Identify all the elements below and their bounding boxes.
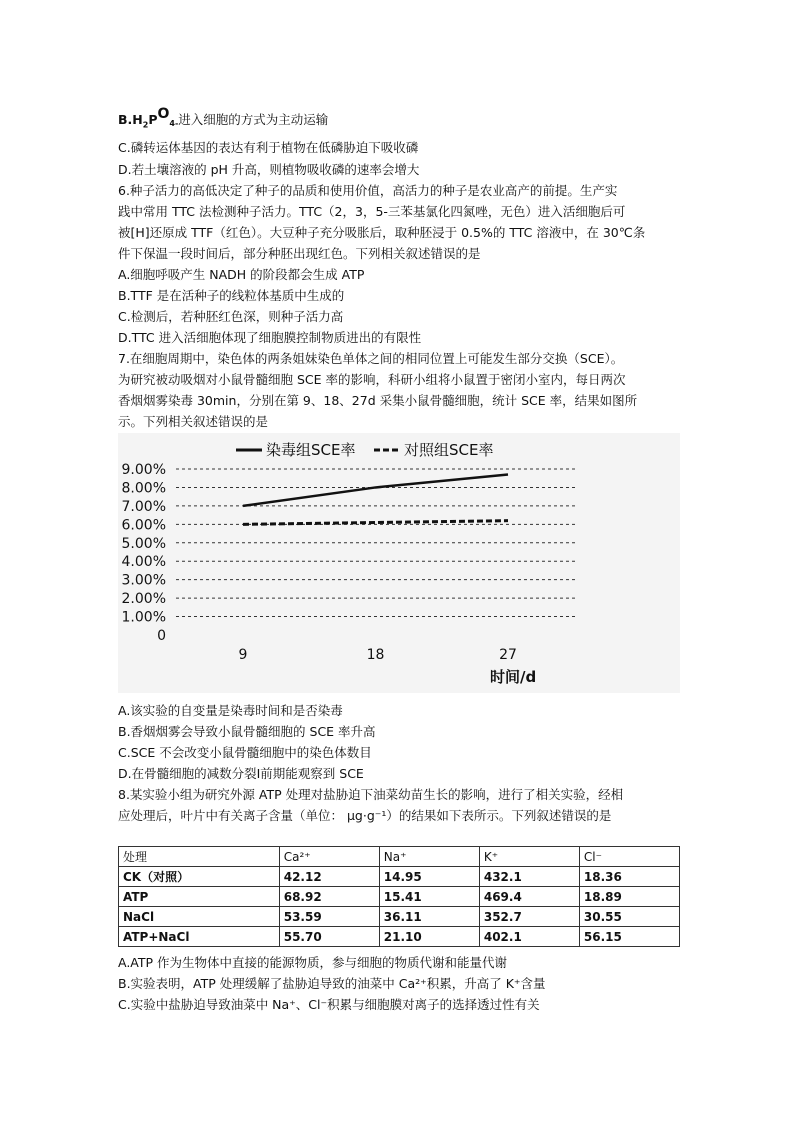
exposure-series-line xyxy=(243,475,508,506)
q7-stem-line: 7.在细胞周期中，染色体的两条姐妹染色单体之间的相同位置上可能发生部分交换（SCE）。 xyxy=(118,351,624,366)
q7-option-c: C.SCE 不会改变小鼠骨髓细胞中的染色体数目 xyxy=(118,745,372,760)
table-cell: 352.7 xyxy=(479,907,579,927)
table-header-row xyxy=(119,847,680,867)
y-tick-label: 6.00% xyxy=(121,517,166,534)
q7-stem-line: 香烟烟雾染毒 30min，分别在第 9、18、27d 采集小鼠骨髓细胞，统计 SCE 率，结果如图所 xyxy=(118,393,638,408)
table-cell: 53.59 xyxy=(279,907,379,927)
table-header-cell: Cl⁻ xyxy=(579,847,679,867)
y-tick-label: 1.00% xyxy=(121,609,166,626)
q6-stem-line: 6.种子活力的高低决定了种子的品质和使用价值，高活力的种子是农业高产的前提。生产实 xyxy=(118,183,618,198)
q8-stem-line: 应处理后，叶片中有关离子含量（单位： μg·g⁻¹）的结果如下表所示。下列叙述错误的是 xyxy=(118,808,612,823)
table-row xyxy=(119,907,680,927)
table-row xyxy=(119,867,680,887)
legend-label: 对照组SCE率 xyxy=(404,441,494,459)
q8-stem-line: 8.某实验小组为研究外源 ATP 处理对盐胁迫下油菜幼苗生长的影响，进行了相关实验，经相 xyxy=(118,787,624,802)
table-cell: 36.11 xyxy=(379,907,479,927)
y-tick-label: 8.00% xyxy=(121,480,166,497)
x-axis-label: 时间/d xyxy=(490,668,537,686)
q5-option-d: D.若土壤溶液的 pH 升高，则植物吸收磷的速率会增大 xyxy=(118,162,420,177)
table-cell: ATP+NaCl xyxy=(119,927,280,947)
table-cell: 469.4 xyxy=(479,887,579,907)
x-tick-label: 18 xyxy=(366,647,385,663)
table-header-cell: K⁺ xyxy=(479,847,579,867)
table-cell: 432.1 xyxy=(479,867,579,887)
table-cell: 30.55 xyxy=(579,907,679,927)
table-row xyxy=(119,927,680,947)
q5-option-b: $B.H_2PO_{4-}$进入细胞的方式为主动运输 xyxy=(118,106,329,130)
table-cell: 21.10 xyxy=(379,927,479,947)
q6-option-b: B.TTF 是在活种子的线粒体基质中生成的 xyxy=(118,288,345,303)
q6-stem-line: 践中常用 TTC 法检测种子活力。TTC（2，3，5-三苯基氯化四氮唑，无色）进入活细胞后可 xyxy=(118,204,626,219)
control-series-line xyxy=(243,521,508,525)
table-header-cell: 处理 xyxy=(119,847,280,867)
ion-content-table xyxy=(118,846,680,947)
table-cell: 42.12 xyxy=(279,867,379,887)
q6-option-a: A.细胞呼吸产生 NADH 的阶段都会生成 ATP xyxy=(118,267,365,282)
q8-option-b: B.实验表明，ATP 处理缓解了盐胁迫导致的油菜中 Ca²⁺积累，升高了 K⁺含量 xyxy=(118,976,546,991)
table-cell: CK（对照） xyxy=(119,867,280,887)
table-cell: 56.15 xyxy=(579,927,679,947)
q7-stem-line: 为研究被动吸烟对小鼠骨髓细胞 SCE 率的影响，科研小组将小鼠置于密闭小室内，每日两次 xyxy=(118,372,626,387)
q7-option-b: B.香烟烟雾会导致小鼠骨髓细胞的 SCE 率升高 xyxy=(118,724,376,739)
y-tick-label: 7.00% xyxy=(121,498,166,515)
q6-stem-line: 被[H]还原成 TTF（红色）。大豆种子充分吸胀后，取种胚浸于 0.5%的 TTC 溶液中，在 30℃条 xyxy=(118,225,646,240)
q7-option-a: A.该实验的自变量是染毒时间和是否染毒 xyxy=(118,703,343,718)
y-tick-label: 5.00% xyxy=(121,535,166,552)
q8-option-c: C.实验中盐胁迫导致油菜中 Na⁺、Cl⁻积累与细胞膜对离子的选择透过性有关 xyxy=(118,997,540,1012)
table-cell: 18.89 xyxy=(579,887,679,907)
table-header-cell: Na⁺ xyxy=(379,847,479,867)
y-tick-label: 2.00% xyxy=(121,591,166,608)
q6-option-d: D.TTC 进入活细胞体现了细胞膜控制物质进出的有限性 xyxy=(118,330,422,345)
q6-stem-line: 件下保温一段时间后，部分种胚出现红色。下列相关叙述错误的是 xyxy=(118,246,481,261)
y-tick-label: 0 xyxy=(157,628,166,644)
x-tick-label: 9 xyxy=(238,647,248,663)
q7-option-d: D.在骨髓细胞的减数分裂Ⅰ前期能观察到 SCE xyxy=(118,766,364,781)
table-cell: 55.70 xyxy=(279,927,379,947)
table-cell: 18.36 xyxy=(579,867,679,887)
table-cell: 68.92 xyxy=(279,887,379,907)
table-cell: 15.41 xyxy=(379,887,479,907)
table-cell: 14.95 xyxy=(379,867,479,887)
table-cell: NaCl xyxy=(119,907,280,927)
table-row xyxy=(119,887,680,907)
sce-line-chart xyxy=(118,433,680,693)
q8-option-a: A.ATP 作为生物体中直接的能源物质，参与细胞的物质代谢和能量代谢 xyxy=(118,955,508,970)
x-tick-label: 27 xyxy=(499,647,517,663)
y-tick-label: 9.00% xyxy=(121,462,166,478)
q7-stem-line: 示。下列相关叙述错误的是 xyxy=(118,414,269,429)
y-tick-label: 3.00% xyxy=(121,572,166,589)
y-tick-label: 4.00% xyxy=(121,554,166,571)
table-cell: ATP xyxy=(119,887,280,907)
legend-label: 染毒组SCE率 xyxy=(266,441,356,459)
table-header-cell: Ca²⁺ xyxy=(279,847,379,867)
q6-option-c: C.检测后，若种胚红色深，则种子活力高 xyxy=(118,309,344,324)
table-cell: 402.1 xyxy=(479,927,579,947)
q5-option-c: C.磷转运体基因的表达有利于植物在低磷胁迫下吸收磷 xyxy=(118,140,419,155)
